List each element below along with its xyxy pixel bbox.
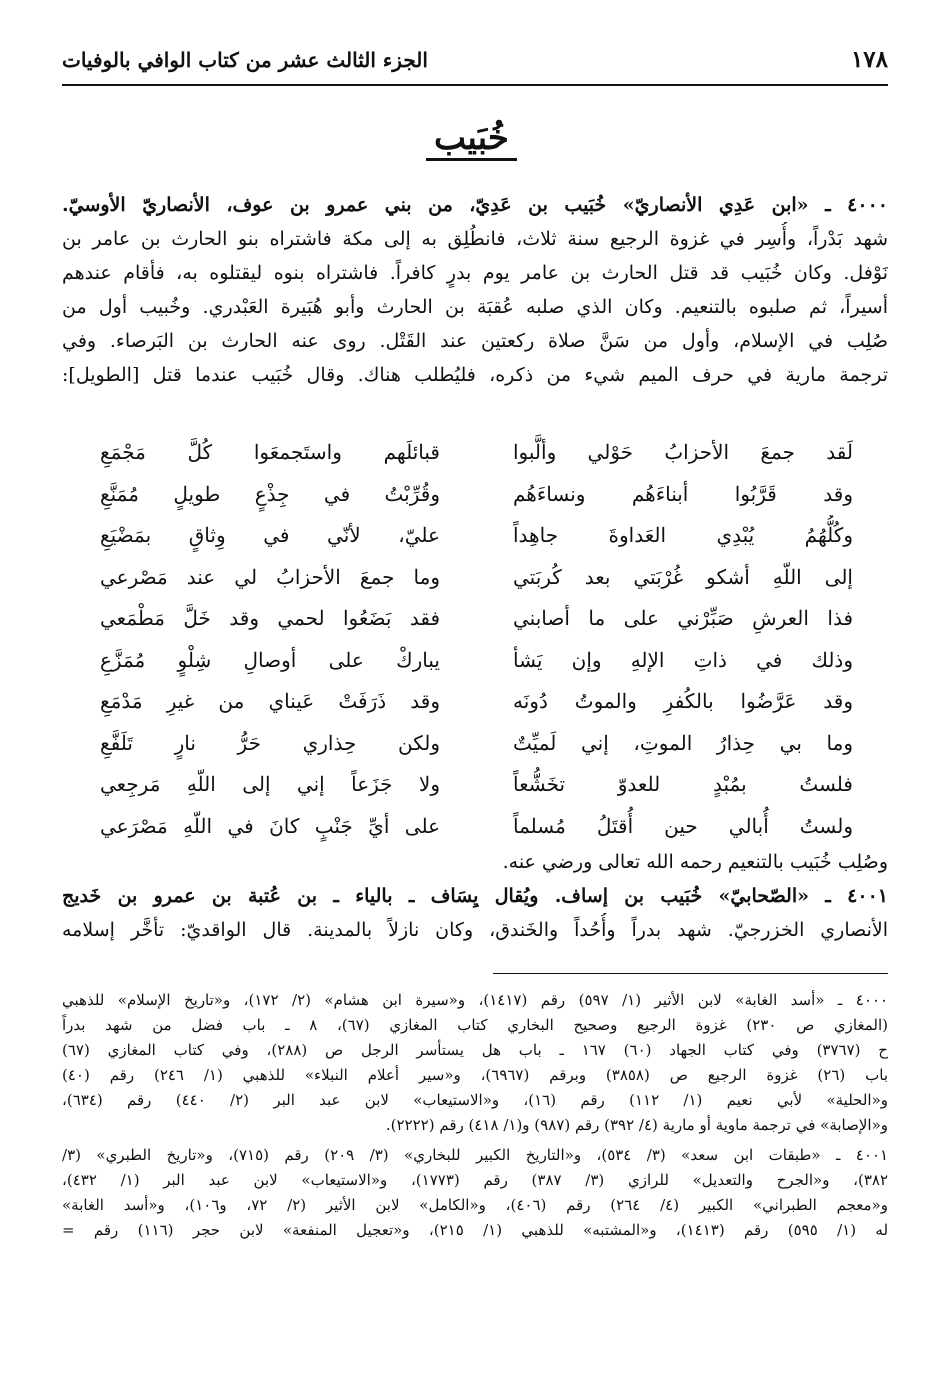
running-title: الجزء الثالث عشر من كتاب الوافي بالوفيات	[62, 48, 428, 72]
verse-first-hemistich: إلى اللّهِ أشكو غُرْبَتي بعد كُربَتي	[513, 564, 853, 589]
verse-second-hemistich: يباركْ على أوصالِ شِلْوٍ مُمَزَّعِ	[100, 647, 440, 672]
verse-line	[100, 598, 853, 640]
verse-first-hemistich: وقد عَرَّضُوا بالكُفرِ والموتُ دُونَه	[513, 689, 853, 713]
verse-first-hemistich: لَقد جمعَ الأحزابُ حَوْلي وألَّبوا	[513, 440, 853, 464]
verse-second-hemistich: قبائلَهم واستَجمعَوا كُلَّ مَجْمَعِ	[100, 440, 440, 464]
verse-second-hemistich: وقد ذَرَفَتْ عَيناي من غيرِ مَدْمَعِ	[100, 689, 440, 713]
verse-line	[100, 640, 853, 682]
footnote-line: (المغازي ص ٢٣٠) غزوة الرجيع وصحيح البخاري كتاب المغازي (٦٧)، ٨ ـ باب فضل من شهد بدراً	[62, 1016, 888, 1034]
verse-first-hemistich: ولستُ أُبالي حين أُقتَلُ مُسلماً	[513, 813, 853, 838]
verse-line	[100, 557, 853, 599]
footnote-4000	[62, 988, 888, 1138]
entry-4000-heading: ٤٠٠٠ ـ «ابن عَدِي الأنصاريّ» خُبَيب بن عَدِيّ، من بني عمرو بن عوف، الأنصاريّ الأوسيّ.	[62, 194, 888, 216]
footnote-line: و«معجم الطبراني» الكبير (٤/ ٢٦٤) رقم (٤٠٦)، و«الكامل» لابن الأثير (٢/ ٧٢، و١٠٦)، و«أسد الغابة»	[62, 1196, 888, 1214]
page-number: ١٧٨	[850, 46, 888, 73]
verse-line	[100, 432, 853, 474]
verse-second-hemistich: ولكن حِذاري حَرُّ نارٍ تَلَفَّعِ	[100, 730, 440, 755]
footnote-line: و«الحلية» لأبي نعيم (١/ ١١٢) رقم (١٦)، و«الاستيعاب» لابن عبد البر (٢/ ٤٤٠) رقم (٦٣٤)،	[62, 1091, 888, 1109]
footnote-line: له (١/ ٥٩٥) رقم (١٤١٣)، و«المشتبه» للذهبي (١/ ٢١٥)، و«تعجيل المنفعة» لابن حجر (١١٦) رقم =	[62, 1221, 888, 1239]
footnote-line: ٤٠٠٠ ـ «أسد الغابة» لابن الأثير (١/ ٥٩٧) رقم (١٤١٧)، و«سيرة ابن هشام» (٢/ ١٧٢)، و«تاريخ الإسلام» للذهبي	[62, 991, 888, 1009]
poem	[100, 432, 853, 847]
entry-4000-line: نَوْفل. وكان خُبَيب قد قتل الحارث بن عامر يوم بدرٍ كافراً. فاشتراه بنوه ليقتلوه به، فأقام عندهم	[62, 262, 888, 284]
section-title-text: خُبَيب	[426, 118, 517, 161]
section-title	[0, 118, 943, 158]
verse-first-hemistich: وما بي حِذارُ الموتِ، إني لَميِّتٌ	[513, 730, 853, 755]
verse-line	[100, 764, 853, 806]
verse-first-hemistich: فلستُ بمُبْدٍ للعدوّ تخَشُّعاً	[513, 772, 853, 796]
verse-second-hemistich: فقد بَضَعُوا لحمي وقد خَلَّ مَطْمَعي	[100, 606, 440, 630]
verse-second-hemistich: على أيِّ جَنْبٍ كانَ في اللّهِ مَصْرَعي	[100, 813, 440, 838]
verse-second-hemistich: ولا جَزَعاً إني إلى اللّهِ مَرجِعي	[100, 772, 440, 796]
verse-line	[100, 515, 853, 557]
footnote-line: باب (٢٦) غزوة الرجيع ص (٣٨٥٨) وبرقم (٦٩٦٧)، و«سير أعلام النبلاء» للذهبي (١/ ٢٤٦) رقم (٤٠)	[62, 1066, 888, 1084]
entry-4001-heading: ٤٠٠١ ـ «الصّحابيّ» خُبَيب بن إساف. ويُقال يِسَاف ـ بالياء ـ بن عُتبة بن عمرو بن خَديج	[62, 885, 888, 907]
verse-line	[100, 806, 853, 848]
verse-line	[100, 474, 853, 516]
page-header	[62, 40, 888, 86]
entry-4001	[62, 845, 888, 947]
verse-first-hemistich: وكُلُّهُمُ يُبْدِي العَداوةَ جاهِداً	[513, 523, 853, 547]
entry-4000-line: صُلِب في الإسلام، وأول من سَنَّ صلاة ركعتين عند القَتْل. روى عنه الحارث بن البَرصاء. وفي	[62, 330, 888, 352]
footnote-divider	[493, 973, 888, 974]
entry-4000-line: ترجمة مارية في حرف الميم شيء من ذكره، فليُطلب هناك. وقال خُبَيب عندما قتل [الطويل]:	[62, 364, 888, 386]
footnote-line: ٣٨٢)، و«الجرح والتعديل» للرازي (٣/ ٣٨٧) رقم (١٧٧٣)، و«الاستيعاب» لابن عبد البر (١/ ٤٣٢)،	[62, 1171, 888, 1189]
verse-second-hemistich: عليّ، لأنّي في وِثاقٍ بمَضْيَعِ	[100, 523, 440, 547]
verse-line	[100, 723, 853, 765]
footnote-line: ٤٠٠١ ـ «طبقات ابن سعد» (٣/ ٥٣٤)، و«التاريخ الكبير للبخاري» (٣/ ٢٠٩) رقم (٧١٥)، و«تاريخ الطبري» (٣/	[62, 1146, 888, 1164]
footnotes	[62, 988, 888, 1248]
verse-second-hemistich: وما جمعَ الأحزابُ لي عند مَصْرعي	[100, 564, 440, 589]
verse-first-hemistich: فذا العرشِ صَبِّرْني على ما أصابني	[513, 606, 853, 630]
verse-first-hemistich: وذلك في ذاتِ الإلهِ وإن يَشأ	[513, 647, 853, 672]
closing-line: وصُلِب خُبَيب بالتنعيم رحمه الله تعالى ورضي عنه.	[502, 851, 888, 873]
verse-line	[100, 681, 853, 723]
entry-4000-line: شهد بَدْراً، وأُسِر في غزوة الرجيع سنة ثلاث، فانطُلِق به إلى مكة فاشتراه بنو الحارث بن عامر بن	[62, 228, 888, 250]
entry-4000	[62, 188, 888, 392]
footnote-line: ح (٣٧٦٧) وفي كتاب الجهاد (٦٠) ١٦٧ ـ باب هل يستأسر الرجل ص (٢٨٨)، وفي كتاب المغازي (٦٧)	[62, 1041, 888, 1059]
footnote-4001	[62, 1143, 888, 1243]
verse-first-hemistich: وقد قَرَّبُوا أبناءَهُم ونساءَهُم	[513, 481, 853, 506]
verse-second-hemistich: وقُرِّبْتُ في جِذْعٍ طويلٍ مُمَنَّعِ	[100, 481, 440, 506]
footnote-line: و«الإصابة» في ترجمة ماوية أو مارية (٤/ ٣٩٢) رقم (٩٨٧) و(١/ ٤١٨) رقم (٢٢٢٢).	[385, 1116, 888, 1134]
entry-4001-line: الأنصاري الخزرجيّ. شهد بدراً وأُحُداً والخَندق، وكان نازلاً بالمدينة. قال الواقديّ: تأخَّر إسلامه	[62, 919, 888, 941]
entry-4000-line: أسيراً، ثم صلبوه بالتنعيم. وكان الذي صلبه عُقبَة بن الحارث وأبو هُبَيرة العَبْدري. وخُبيب أول من	[62, 296, 888, 318]
